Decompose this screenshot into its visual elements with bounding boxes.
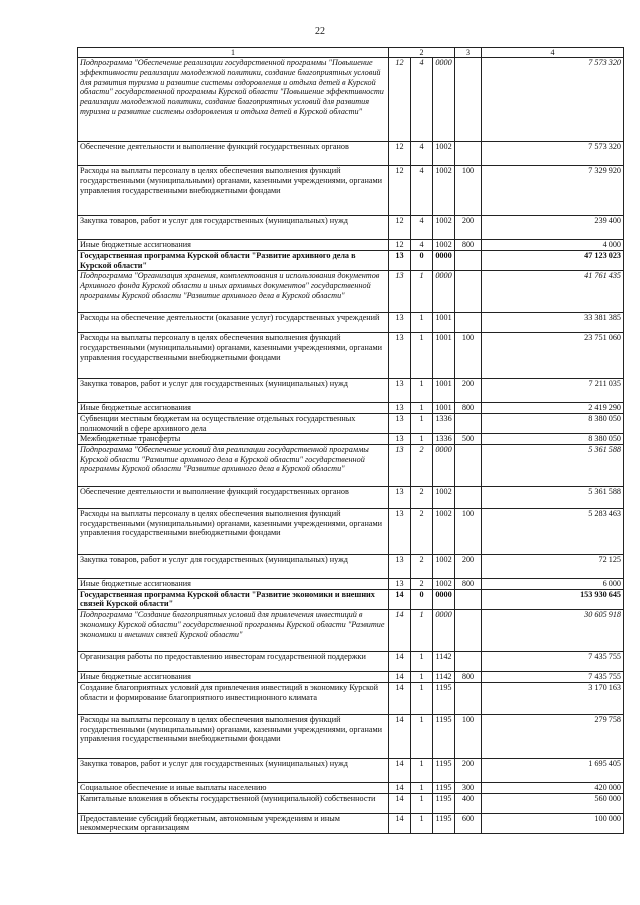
row-code-c: 1002 — [433, 509, 455, 555]
row-code-a: 13 — [389, 333, 411, 379]
row-type: 800 — [455, 403, 482, 414]
row-sum: 7 573 320 — [482, 142, 624, 166]
row-type: 100 — [455, 333, 482, 379]
table-row — [78, 652, 624, 672]
row-sum: 7 435 755 — [482, 672, 624, 683]
header-col-2: 2 — [389, 48, 455, 58]
row-code-a: 12 — [389, 240, 411, 251]
row-code-c: 1001 — [433, 313, 455, 333]
row-sum: 5 361 588 — [482, 487, 624, 509]
row-type: 400 — [455, 793, 482, 813]
row-code-a: 14 — [389, 589, 411, 609]
row-code-c: 1195 — [433, 813, 455, 833]
row-code-b: 1 — [411, 434, 433, 445]
row-sum: 8 380 050 — [482, 434, 624, 445]
row-sum: 153 930 645 — [482, 589, 624, 609]
row-code-c: 1195 — [433, 682, 455, 714]
row-code-c: 1002 — [433, 555, 455, 579]
row-code-b: 1 — [411, 782, 433, 793]
row-code-b: 2 — [411, 579, 433, 590]
row-code-b: 1 — [411, 682, 433, 714]
row-type — [455, 610, 482, 652]
row-sum: 7 211 035 — [482, 379, 624, 403]
row-name: Предоставление субсидий бюджетным, автономным учреждениям и иным некоммерческим организациям — [78, 813, 389, 833]
row-code-a: 13 — [389, 271, 411, 313]
row-name: Иные бюджетные ассигнования — [78, 672, 389, 683]
row-code-a: 13 — [389, 509, 411, 555]
row-type — [455, 487, 482, 509]
row-code-c: 1142 — [433, 672, 455, 683]
row-code-b: 4 — [411, 240, 433, 251]
table-row — [78, 509, 624, 555]
row-sum: 279 758 — [482, 714, 624, 758]
row-code-a: 12 — [389, 216, 411, 240]
row-code-a: 14 — [389, 672, 411, 683]
row-sum: 420 000 — [482, 782, 624, 793]
row-type: 800 — [455, 672, 482, 683]
row-name: Закупка товаров, работ и услуг для государственных (муниципальных) нужд — [78, 216, 389, 240]
table-row — [78, 793, 624, 813]
row-code-a: 14 — [389, 813, 411, 833]
row-code-c: 0000 — [433, 610, 455, 652]
header-col-1: 1 — [78, 48, 389, 58]
row-name: Закупка товаров, работ и услуг для государственных (муниципальных) нужд — [78, 758, 389, 782]
row-name: Иные бюджетные ассигнования — [78, 403, 389, 414]
row-sum: 41 761 435 — [482, 271, 624, 313]
row-code-b: 1 — [411, 313, 433, 333]
row-code-c: 1195 — [433, 793, 455, 813]
row-code-a: 13 — [389, 313, 411, 333]
row-name: Расходы на выплаты персоналу в целях обеспечения выполнения функций государственными (муниципальными) органами, казенными учреждениями, органами управления государственными внебюджетными фондами — [78, 333, 389, 379]
row-code-c: 1001 — [433, 333, 455, 379]
row-code-c: 1336 — [433, 414, 455, 434]
table-row — [78, 610, 624, 652]
row-name: Расходы на выплаты персоналу в целях обеспечения выполнения функций государственными (муниципальными) органами, казенными учреждениями, органами управления государственными внебюджетными фондами — [78, 166, 389, 216]
row-name: Подпрограмма "Организация хранения, комплектования и использования документов Архивного фонда Курской области и иных архивных документов" государственной программы Курской области "Развитие архивного дела в Курской области" — [78, 271, 389, 313]
row-code-a: 14 — [389, 714, 411, 758]
row-code-b: 1 — [411, 793, 433, 813]
row-name: Социальное обеспечение и иные выплаты населению — [78, 782, 389, 793]
row-code-b: 1 — [411, 758, 433, 782]
row-sum: 239 400 — [482, 216, 624, 240]
row-code-c: 1195 — [433, 714, 455, 758]
row-type: 500 — [455, 434, 482, 445]
table-row — [78, 434, 624, 445]
table-row — [78, 403, 624, 414]
row-type: 300 — [455, 782, 482, 793]
row-sum: 23 751 060 — [482, 333, 624, 379]
row-type — [455, 682, 482, 714]
row-name: Подпрограмма "Создание благоприятных условий для привлечения инвестиций в экономику Курской области" государственной программы Курской области "Развитие экономики и внешних связей Курской области" — [78, 610, 389, 652]
row-code-c: 0000 — [433, 589, 455, 609]
row-name: Закупка товаров, работ и услуг для государственных (муниципальных) нужд — [78, 555, 389, 579]
row-code-a: 12 — [389, 58, 411, 142]
row-code-c: 1002 — [433, 579, 455, 590]
row-type: 200 — [455, 216, 482, 240]
row-code-c: 1002 — [433, 240, 455, 251]
row-type: 200 — [455, 379, 482, 403]
table-row — [78, 579, 624, 590]
row-sum: 8 380 050 — [482, 414, 624, 434]
row-sum: 5 283 463 — [482, 509, 624, 555]
row-code-b: 1 — [411, 271, 433, 313]
row-type — [455, 251, 482, 271]
row-name: Обеспечение деятельности и выполнение функций государственных органов — [78, 487, 389, 509]
row-type — [455, 414, 482, 434]
row-code-a: 14 — [389, 610, 411, 652]
row-type — [455, 271, 482, 313]
row-code-a: 12 — [389, 142, 411, 166]
row-sum: 560 000 — [482, 793, 624, 813]
row-code-a: 14 — [389, 758, 411, 782]
table-row — [78, 813, 624, 833]
table-header-row — [78, 48, 624, 58]
row-sum: 7 573 320 — [482, 58, 624, 142]
row-sum: 6 000 — [482, 579, 624, 590]
row-code-a: 13 — [389, 251, 411, 271]
row-code-b: 1 — [411, 379, 433, 403]
row-name: Иные бюджетные ассигнования — [78, 240, 389, 251]
row-code-b: 1 — [411, 813, 433, 833]
row-name: Расходы на выплаты персоналу в целях обеспечения выполнения функций государственными (муниципальными) органами, казенными учреждениями, органами управления государственными внебюджетными фондами — [78, 509, 389, 555]
row-sum: 3 170 163 — [482, 682, 624, 714]
row-code-b: 0 — [411, 589, 433, 609]
row-type — [455, 313, 482, 333]
row-type: 800 — [455, 240, 482, 251]
row-code-b: 2 — [411, 509, 433, 555]
row-sum: 100 000 — [482, 813, 624, 833]
row-name: Закупка товаров, работ и услуг для государственных (муниципальных) нужд — [78, 379, 389, 403]
row-code-a: 13 — [389, 487, 411, 509]
row-code-a: 13 — [389, 414, 411, 434]
table-row — [78, 414, 624, 434]
row-code-c: 1002 — [433, 166, 455, 216]
table-row — [78, 445, 624, 487]
row-code-c: 1001 — [433, 379, 455, 403]
row-name: Капитальные вложения в объекты государственной (муниципальной) собственности — [78, 793, 389, 813]
row-code-b: 1 — [411, 333, 433, 379]
row-code-c: 1142 — [433, 652, 455, 672]
row-code-a: 12 — [389, 166, 411, 216]
row-type — [455, 142, 482, 166]
row-code-a: 13 — [389, 403, 411, 414]
row-name: Межбюджетные трансферты — [78, 434, 389, 445]
table-row — [78, 333, 624, 379]
table-row — [78, 271, 624, 313]
row-code-c: 0000 — [433, 251, 455, 271]
row-name: Субвенции местным бюджетам на осуществление отдельных государственных полномочий в сфере архивного дела — [78, 414, 389, 434]
row-sum: 4 000 — [482, 240, 624, 251]
table-row — [78, 782, 624, 793]
row-sum: 33 381 385 — [482, 313, 624, 333]
table-row — [78, 216, 624, 240]
budget-table — [77, 47, 624, 834]
row-code-b: 2 — [411, 555, 433, 579]
table-row — [78, 682, 624, 714]
row-code-c: 0000 — [433, 445, 455, 487]
row-code-b: 1 — [411, 714, 433, 758]
row-type: 800 — [455, 579, 482, 590]
row-type: 100 — [455, 714, 482, 758]
row-sum: 7 329 920 — [482, 166, 624, 216]
row-code-b: 1 — [411, 414, 433, 434]
row-code-a: 13 — [389, 445, 411, 487]
row-type: 200 — [455, 758, 482, 782]
row-code-a: 13 — [389, 434, 411, 445]
row-code-a: 14 — [389, 782, 411, 793]
row-code-c: 1001 — [433, 403, 455, 414]
row-sum: 2 419 290 — [482, 403, 624, 414]
row-type: 100 — [455, 166, 482, 216]
row-code-a: 14 — [389, 652, 411, 672]
row-name: Подпрограмма "Обеспечение условий для реализации государственной программы Курской области "Развитие архивного дела в Курской области" государственной программы Курской области "Развитие архивного дела в Курской области" — [78, 445, 389, 487]
row-code-b: 4 — [411, 166, 433, 216]
row-code-c: 1002 — [433, 487, 455, 509]
table-row — [78, 672, 624, 683]
row-sum: 7 435 755 — [482, 652, 624, 672]
row-code-c: 1195 — [433, 782, 455, 793]
row-sum: 47 123 023 — [482, 251, 624, 271]
row-sum: 72 125 — [482, 555, 624, 579]
table-body — [78, 58, 624, 833]
row-name: Подпрограмма "Обеспечение реализации государственной программы "Повышение эффективности реализации молодежной политики, создание благоприятных условий для развития туризма и развитие системы оздоровления и отдыха детей в Курской области" государственной программы Курской области "Повышение эффективности реализации молодежной политики, создание благоприятных условий для развития туризма и развитие системы оздоровления и отдыха детей в Курской области" — [78, 58, 389, 142]
row-code-b: 1 — [411, 403, 433, 414]
table-row — [78, 714, 624, 758]
row-code-b: 2 — [411, 445, 433, 487]
header-col-3: 3 — [455, 48, 482, 58]
row-code-b: 0 — [411, 251, 433, 271]
row-type: 200 — [455, 555, 482, 579]
row-type — [455, 652, 482, 672]
table-row — [78, 758, 624, 782]
row-type: 100 — [455, 509, 482, 555]
page-number: 22 — [315, 26, 325, 37]
row-code-c: 0000 — [433, 58, 455, 142]
row-sum: 30 605 918 — [482, 610, 624, 652]
row-code-b: 2 — [411, 487, 433, 509]
row-type — [455, 589, 482, 609]
row-name: Расходы на обеспечение деятельности (оказание услуг) государственных учреждений — [78, 313, 389, 333]
row-sum: 5 361 588 — [482, 445, 624, 487]
row-name: Создание благоприятных условий для привлечения инвестиций в экономику Курской области и формирование благоприятного инвестиционного климата — [78, 682, 389, 714]
row-name: Государственная программа Курской области "Развитие экономики и внешних связей Курской области" — [78, 589, 389, 609]
row-type — [455, 58, 482, 142]
row-type — [455, 445, 482, 487]
row-code-b: 4 — [411, 142, 433, 166]
table-row — [78, 251, 624, 271]
row-code-c: 1195 — [433, 758, 455, 782]
table-row — [78, 379, 624, 403]
row-type: 600 — [455, 813, 482, 833]
row-code-c: 1002 — [433, 216, 455, 240]
row-code-a: 14 — [389, 793, 411, 813]
row-code-c: 0000 — [433, 271, 455, 313]
row-code-a: 13 — [389, 379, 411, 403]
table-row — [78, 487, 624, 509]
row-code-b: 1 — [411, 672, 433, 683]
row-code-a: 13 — [389, 555, 411, 579]
row-name: Иные бюджетные ассигнования — [78, 579, 389, 590]
row-code-c: 1002 — [433, 142, 455, 166]
row-code-b: 1 — [411, 652, 433, 672]
row-code-b: 4 — [411, 216, 433, 240]
table-row — [78, 58, 624, 142]
row-code-a: 14 — [389, 682, 411, 714]
row-code-b: 1 — [411, 610, 433, 652]
row-name: Организация работы по предоставлению инвесторам государственной поддержки — [78, 652, 389, 672]
row-code-c: 1336 — [433, 434, 455, 445]
row-sum: 1 695 405 — [482, 758, 624, 782]
table-row — [78, 313, 624, 333]
table-row — [78, 166, 624, 216]
row-code-a: 13 — [389, 579, 411, 590]
row-name: Государственная программа Курской области "Развитие архивного дела в Курской области" — [78, 251, 389, 271]
table-row — [78, 142, 624, 166]
row-code-b: 4 — [411, 58, 433, 142]
table-row — [78, 555, 624, 579]
table-row — [78, 240, 624, 251]
table-row — [78, 589, 624, 609]
row-name: Расходы на выплаты персоналу в целях обеспечения выполнения функций государственными (муниципальными) органами, казенными учреждениями, органами управления государственными внебюджетными фондами — [78, 714, 389, 758]
header-col-4: 4 — [482, 48, 624, 58]
row-name: Обеспечение деятельности и выполнение функций государственных органов — [78, 142, 389, 166]
